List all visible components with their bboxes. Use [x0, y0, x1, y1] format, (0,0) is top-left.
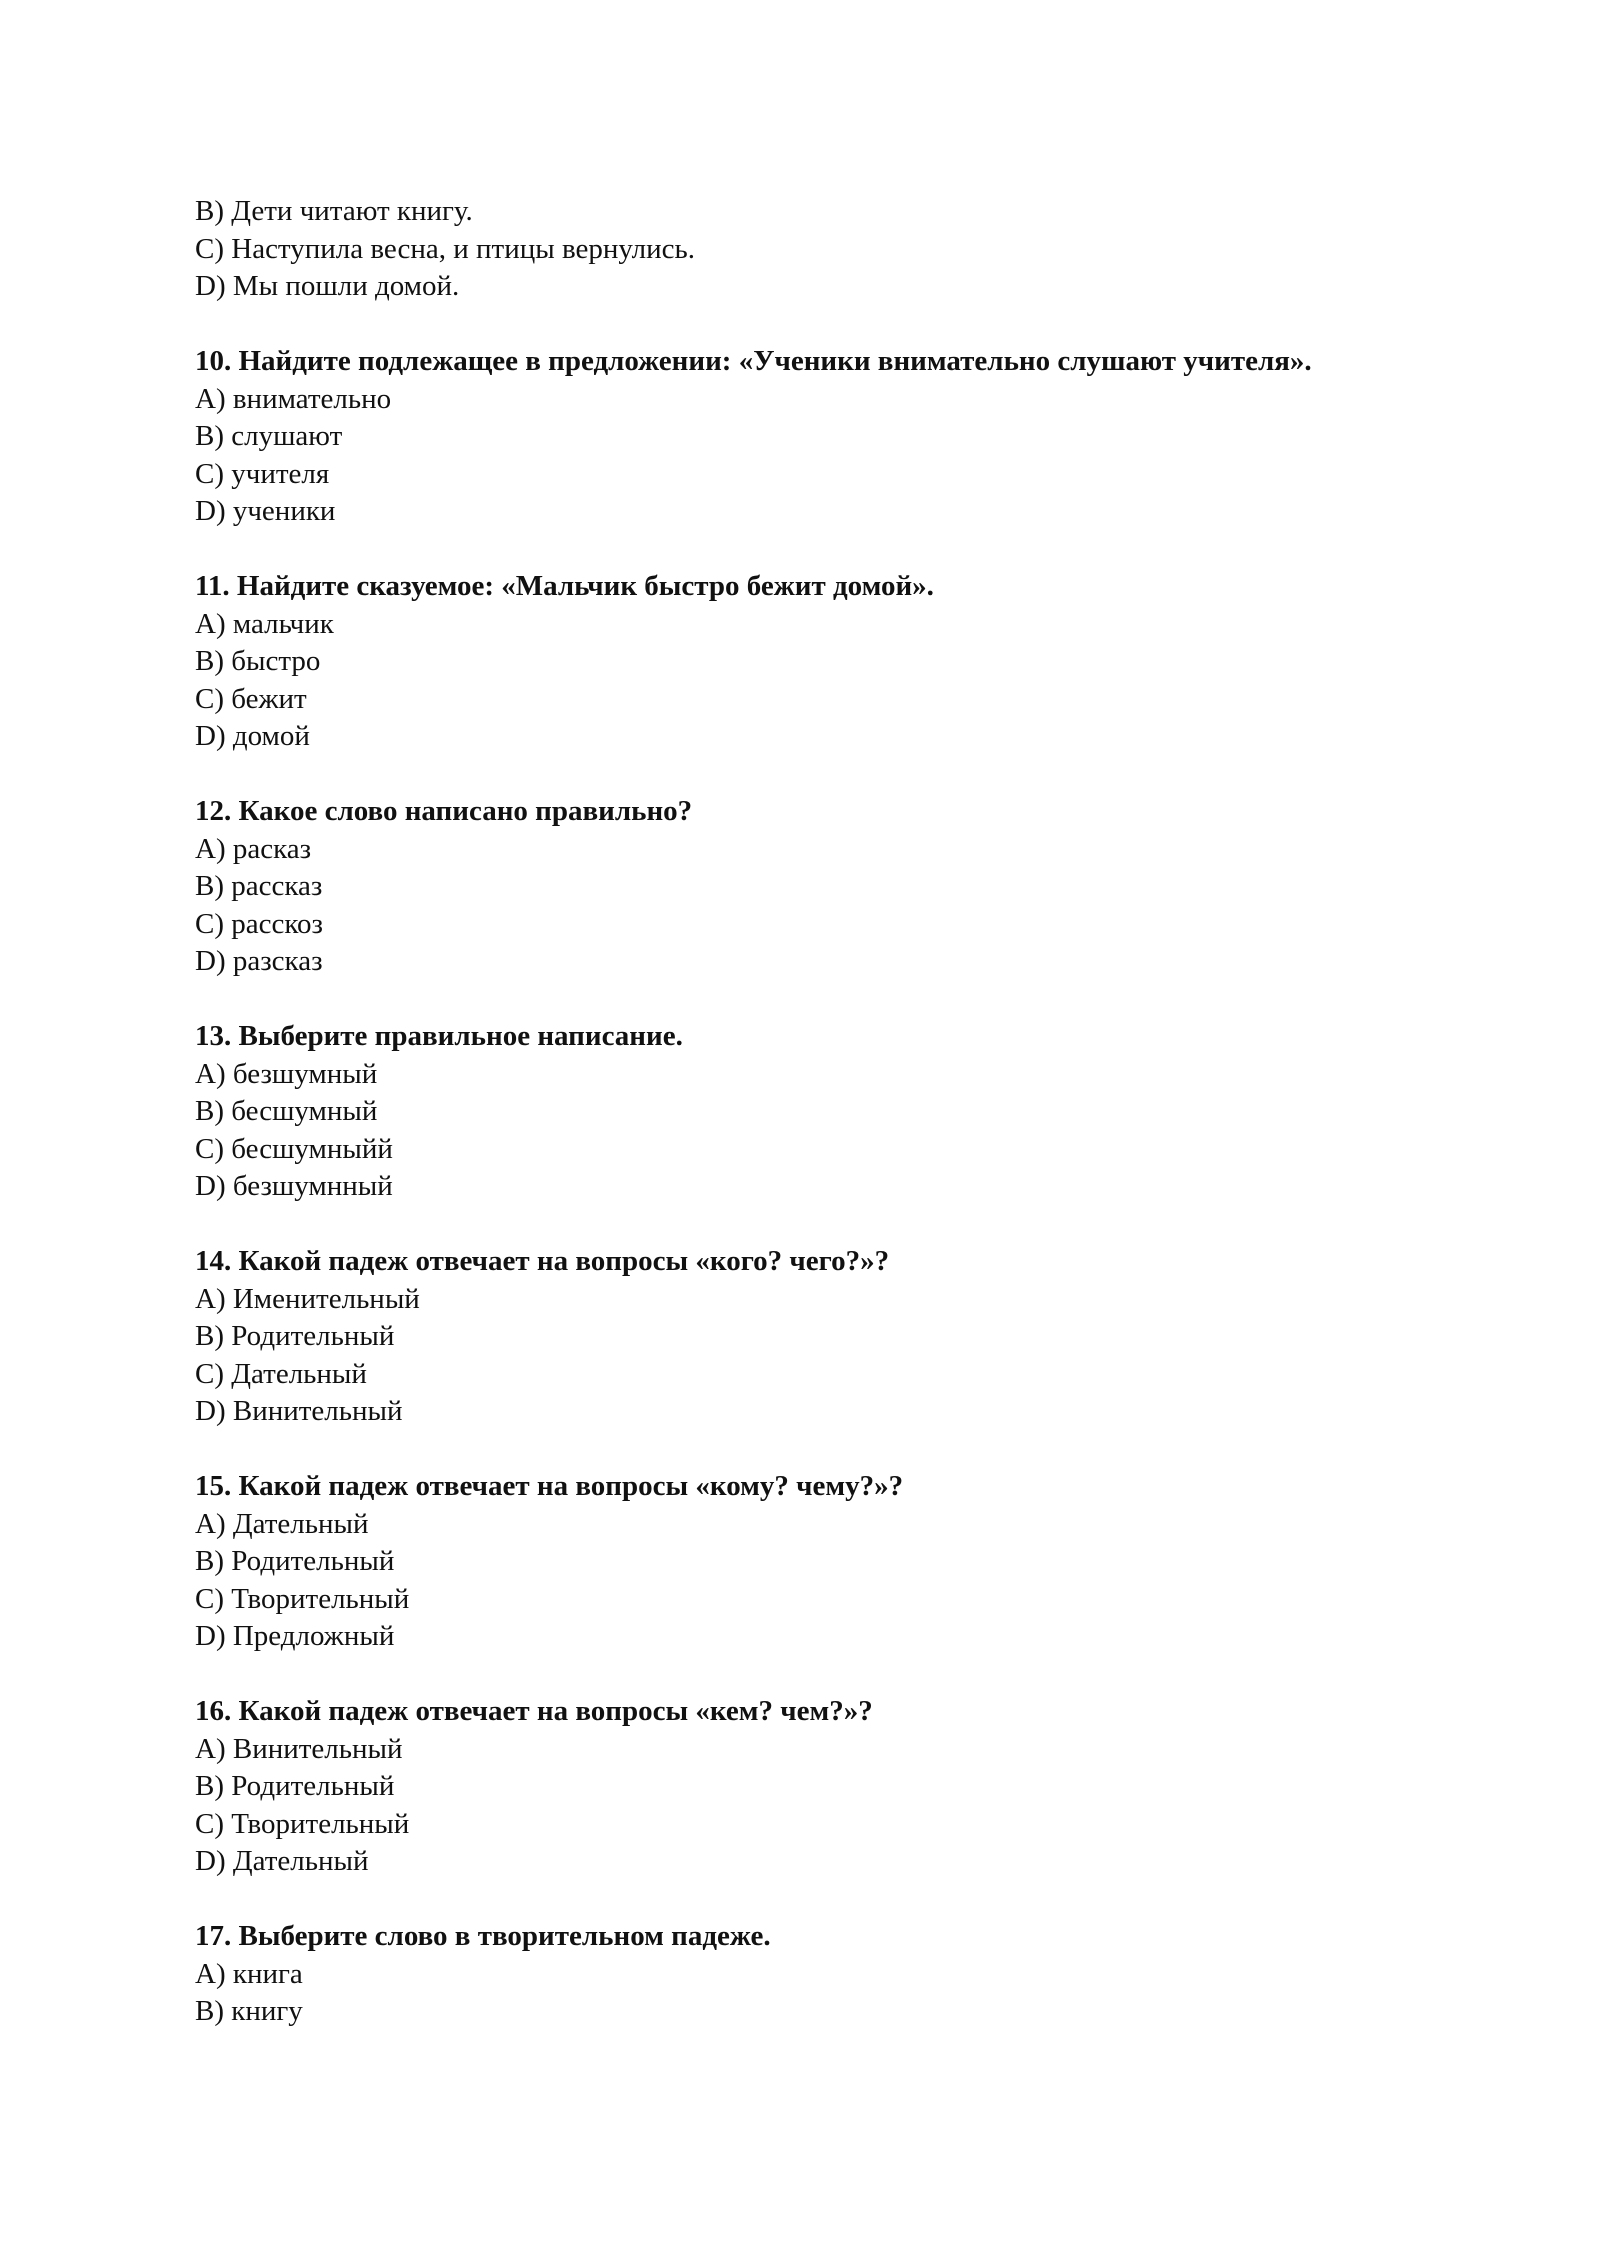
question-11	[195, 568, 1435, 756]
answer-option: C) Наступила весна, и птицы вернулись.	[195, 232, 695, 265]
question-title: 16. Какой падеж отвечает на вопросы «кем? чем?»?	[195, 1695, 873, 1727]
answer-option: B) слушают	[195, 420, 343, 452]
answer-option: D) безшумнный	[195, 1170, 393, 1202]
question-title: 17. Выберите слово в творительном падеже.	[195, 1920, 771, 1952]
document-page	[195, 193, 1435, 2031]
question-title: 10. Найдите подлежащее в предложении: «Ученики внимательно слушают учителя».	[195, 345, 1312, 377]
question-title: 13. Выберите правильное написание.	[195, 1020, 683, 1052]
answer-option: B) Родительный	[195, 1545, 395, 1577]
answer-option: D) домой	[195, 720, 310, 752]
answer-option: A) мальчик	[195, 607, 334, 640]
answer-option: A) книга	[195, 1957, 303, 1990]
answer-option: A) Именительный	[195, 1282, 420, 1315]
answer-option: B) быстро	[195, 645, 321, 677]
answer-option: D) Дательный	[195, 1845, 369, 1877]
answer-option: B) Родительный	[195, 1320, 395, 1352]
answer-option: C) расскоз	[195, 907, 323, 940]
answer-option: A) безшумный	[195, 1057, 378, 1090]
question-14	[195, 1243, 1435, 1431]
answer-option: C) бесшумныйй	[195, 1132, 393, 1165]
answer-option: D) разсказ	[195, 945, 323, 977]
question-title: 12. Какое слово написано правильно?	[195, 795, 693, 827]
answer-option: B) Родительный	[195, 1770, 395, 1802]
answer-option: D) Мы пошли домой.	[195, 270, 460, 302]
answer-option: A) расказ	[195, 832, 312, 865]
answer-option: C) Творительный	[195, 1807, 410, 1840]
question-17	[195, 1918, 1435, 2031]
question-10	[195, 343, 1435, 531]
question-title: 15. Какой падеж отвечает на вопросы «кому? чему?»?	[195, 1470, 904, 1502]
answer-option: C) Дательный	[195, 1357, 367, 1390]
answer-option: A) Дательный	[195, 1507, 369, 1540]
answer-option: D) Предложный	[195, 1620, 395, 1652]
question-12	[195, 793, 1435, 981]
answer-option: B) бесшумный	[195, 1095, 378, 1127]
answer-option: A) внимательно	[195, 382, 392, 415]
question-13	[195, 1018, 1435, 1206]
answer-option: C) учителя	[195, 457, 330, 490]
answer-option: C) бежит	[195, 682, 307, 715]
previous-question-continuation	[195, 193, 1435, 306]
answer-option: B) книгу	[195, 1995, 303, 2027]
question-15	[195, 1468, 1435, 1656]
question-title: 14. Какой падеж отвечает на вопросы «кого? чего?»?	[195, 1245, 890, 1277]
answer-option: B) рассказ	[195, 870, 323, 902]
answer-option: B) Дети читают книгу.	[195, 195, 473, 227]
answer-option: D) ученики	[195, 495, 336, 527]
answer-option: D) Винительный	[195, 1395, 403, 1427]
question-16	[195, 1693, 1435, 1881]
answer-option: C) Творительный	[195, 1582, 410, 1615]
question-title: 11. Найдите сказуемое: «Мальчик быстро бежит домой».	[195, 570, 934, 602]
answer-option: A) Винительный	[195, 1732, 403, 1765]
